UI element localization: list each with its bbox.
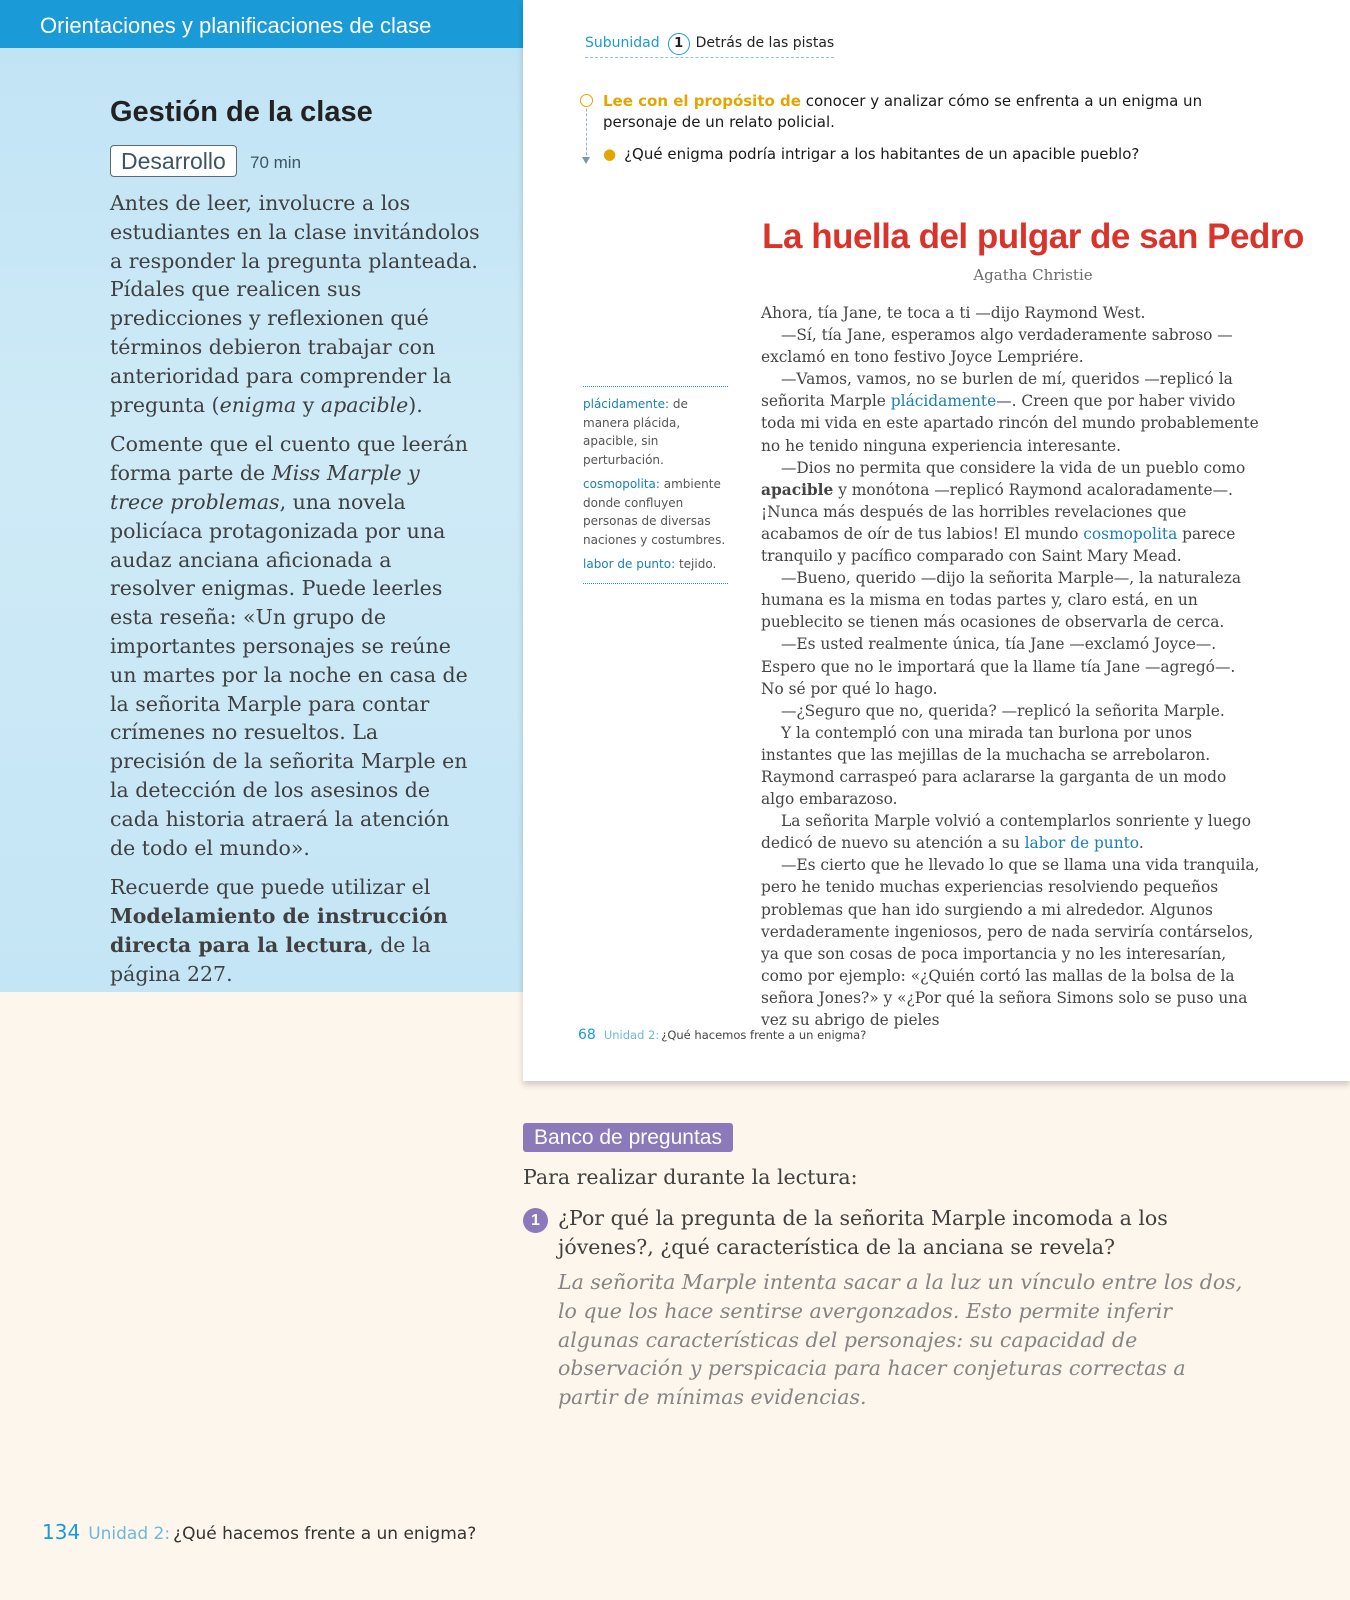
glossary-term-link: cosmopolita [1083, 524, 1178, 543]
story-title: La huella del pulgar de san Pedro [762, 217, 1304, 256]
glossary-item: labor de punto: tejido. [583, 557, 717, 571]
bank-answer: La señorita Marple intenta sacar a la luz un vínculo entre los dos, lo que los hace sentirse avergonzados. Esto permite inferir algunas características del personajes: su capacidad de observación y perspicacia para hacer conjeturas correctas a partir de mínimas evidencias. [558, 1270, 1243, 1410]
page-footer [42, 1520, 476, 1544]
page-title: Gestión de la clase [110, 96, 373, 128]
story-paragraph: —Es usted realmente única, tía Jane —exclamó Joyce—. Espero que no le importará que la llame tía Jane —agregó—. No sé por qué lo hago. [761, 635, 1236, 698]
teacher-guidance [110, 189, 480, 1000]
bank-question: ¿Por qué la pregunta de la señorita Marple incomoda a los jóvenes?, ¿qué característica de la anciana se revela? [558, 1206, 1168, 1259]
page-number: 134 [42, 1520, 81, 1544]
story-paragraph: —Vamos, vamos, no se burlen de mí, queridos —replicó la señorita Marple plácidamente—. Creen que por haber vivido toda mi vida en este apartado rincón del mundo probablemente no he tenido ninguna experiencia interesante. [761, 370, 1259, 455]
story-body [761, 302, 1261, 1031]
story-paragraph: —Sí, tía Jane, esperamos algo verdaderamente sabroso —exclamó en tono festivo Joyce Lempriére. [761, 326, 1233, 367]
story-paragraph: Ahora, tía Jane, te toca a ti —dijo Raymond West. [761, 304, 1146, 322]
book-page-footer [578, 1027, 866, 1043]
subunit-label: Subunidad [585, 35, 660, 51]
glossary-item: cosmopolita: ambiente donde confluyen personas de diversas naciones y costumbres. [583, 477, 726, 547]
story-paragraph: La señorita Marple volvió a contemplarlos sonriente y luego dedicó de nuevo su atención a su labor de punto. [761, 812, 1251, 853]
story-paragraph: Y la contempló con una mirada tan burlona por unos instantes que las mejillas de la muchacha se arrebolaron. Raymond carraspeó para aclararse la garganta de un modo algo embarazoso. [761, 723, 1227, 809]
question-bank-tag: Banco de preguntas [523, 1123, 733, 1152]
subunit-number: 1 [668, 33, 690, 55]
book-page-number: 68 [578, 1027, 596, 1043]
arrow-down-icon [582, 157, 590, 164]
unit-title: ¿Qué hacemos frente a un enigma? [173, 1524, 477, 1544]
teacher-panel [0, 0, 523, 992]
section-title: Orientaciones y planificaciones de clase [40, 13, 432, 38]
question-number-badge: 1 [523, 1208, 548, 1233]
phase-time: 70 min [250, 153, 302, 172]
student-book-page [523, 0, 1350, 1081]
book-unit-label: Unidad 2: [603, 1028, 660, 1042]
phase-badge: Desarrollo [110, 145, 237, 177]
pre-reading-question: ● ¿Qué enigma podría intrigar a los habitantes de un apacible pueblo? [603, 145, 1140, 163]
glossary-term-link: plácidamente [890, 392, 997, 411]
glossary-term-link: labor de punto [1024, 834, 1139, 853]
glossary-item: plácidamente: de manera plácida, apacible, sin perturbación. [583, 397, 688, 467]
guidance-paragraph: Recuerde que puede utilizar el Modelamiento de instrucción directa para la lectura, de la página 227. [110, 875, 448, 986]
purpose-start-icon [580, 94, 593, 107]
unit-label: Unidad 2: [88, 1524, 171, 1544]
story-paragraph: —Dios no permita que considere la vida de un pueblo como apacible y monótona —replicó Raymond acaloradamente—. ¡Nunca más después de las horribles revelaciones que acabamos de oír de tus labios! El mundo cosmopolita parece tranquilo y pacífico comparado con Saint Mary Mead. [761, 458, 1246, 566]
question-bank-intro: Para realizar durante la lectura: [523, 1165, 858, 1189]
story-author: Agatha Christie [973, 266, 1093, 284]
subunit-name: Detrás de las pistas [695, 35, 835, 51]
story-paragraph: —¿Seguro que no, querida? —replicó la señorita Marple. [781, 701, 1225, 720]
guidance-paragraph: Antes de leer, involucre a los estudiantes en la clase invitándolos a responder la pregunta planteada. Pídales que realicen sus predicciones y reflexionen qué términos debieron trabajar con anterioridad para comprender la pregunta (enigma y apacible). [110, 191, 480, 417]
section-header [0, 0, 523, 48]
subunit-header [585, 33, 834, 58]
glossary [583, 386, 728, 584]
bullet-icon: ● [603, 145, 617, 163]
guidance-paragraph: Comente que el cuento que leerán forma parte de Miss Marple y trece problemas, una novela policíaca protagonizada por una audaz anciana aficionada a resolver enigmas. Puede leerles esta reseña: «Un grupo de importantes personajes se reúne un martes por la noche en casa de la señorita Marple para contar crímenes no resueltos. La precisión de la señorita Marple en la detección de los asesinos de cada historia atraerá la atención de todo el mundo». [110, 432, 468, 860]
reading-purpose: Lee con el propósito de conocer y analizar cómo se enfrenta a un enigma un personaje de un relato policial. [603, 92, 1203, 131]
book-unit-title: ¿Qué hacemos frente a un enigma? [661, 1028, 867, 1042]
story-paragraph: —Bueno, querido —dijo la señorita Marple—, la naturaleza humana es la misma en todas partes y, claro está, en un pueblecito se tienen más ocasiones de observarla de cerca. [761, 569, 1242, 632]
story-paragraph: —Es cierto que he llevado lo que se llama una vida tranquila, pero he tenido muchas experiencias resolviendo pequeños problemas que han ido surgiendo a mi alrededor. Algunos verdaderamente ingeniosos, pero de nada serviría contárselos, ya que son cosas de poca importancia y no les interesarían, como por ejemplo: «¿Quién cortó las mallas de la bolsa de la señora Jones?» y «¿Por qué la señora Simons solo se puso una vez su abrigo de pieles [761, 856, 1260, 1029]
